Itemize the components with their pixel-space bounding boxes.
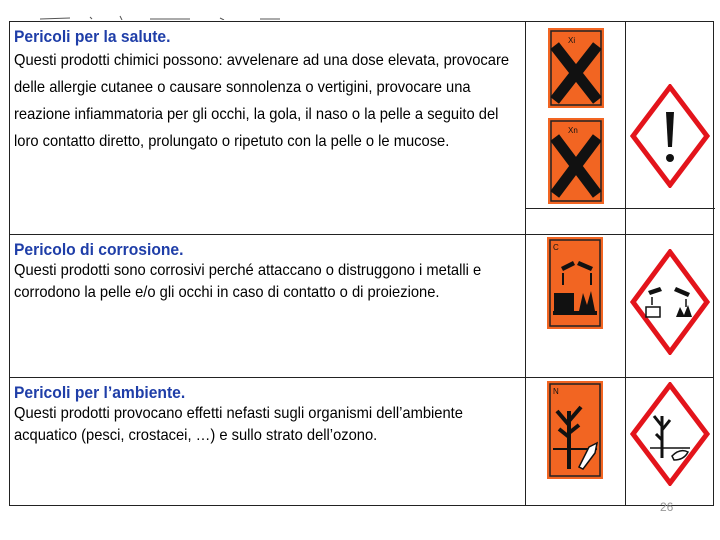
hazard-heading: Pericolo di corrosione. [14,240,184,259]
x-cross-icon [548,118,604,204]
hazard-description: Questi prodotti chimici possono: avvelenare ad una dose elevata, provocare delle allergie cutanee o causare sonnolenza o vertigini, provocare una reazione infiammatoria per gli occhi, la gola, il naso o la pelle a seguito del loro contatto diretto, prolungato o ripetuto con la pelle o le mucose. [14,52,510,150]
page-number: 26 [660,500,674,514]
top-edge-artifact [40,14,290,20]
hazard-description: Questi prodotti sono corrosivi perché attaccano o distruggono i metalli e corrodono la pelle e/o gli occhi in caso di contatto o di proiezione. [14,262,482,301]
symbol-code: C [553,243,559,252]
symbol-code: Xn [568,126,578,135]
hazard-row-health [10,22,713,235]
symbol-code: Xi [568,36,576,45]
dead-tree-fish-icon [547,381,603,479]
hazard-description-cell [10,22,525,155]
corrosion-icon [630,249,710,355]
hazard-heading: Pericoli per la salute. [14,27,171,46]
x-cross-icon [548,28,604,108]
environment-icon [630,382,710,486]
corrosion-icon [547,237,603,329]
hazard-row-environment [10,378,713,506]
hazard-heading: Pericoli per l’ambiente. [14,383,186,402]
hazard-description-cell [10,378,525,446]
hazard-description: Questi prodotti provocano effetti nefasti sugli organismi dell’ambiente acquatico (pesci, crostacei, …) e sullo strato dell’ozono. [14,405,463,444]
exclamation-mark-icon [630,84,710,188]
hazard-table [9,21,714,506]
hazard-row-corrosion [10,235,713,378]
hazard-description-cell [10,235,525,303]
symbol-code: N [553,387,559,396]
